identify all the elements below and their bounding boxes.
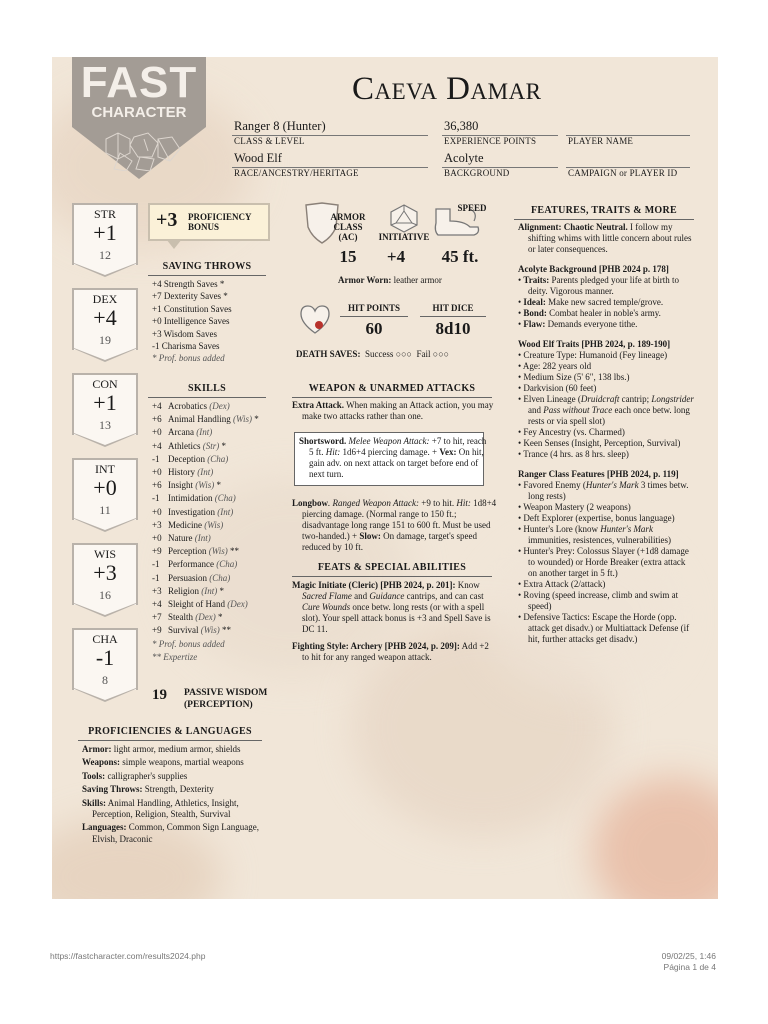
ability-box-point-fill bbox=[74, 518, 136, 530]
proficiencies-title: PROFICIENCIES & LANGUAGES bbox=[88, 726, 252, 737]
skill-row bbox=[152, 611, 222, 624]
death-saves: DEATH SAVES: Success ○○○ Fail ○○○ bbox=[296, 349, 450, 359]
ability-box-cha bbox=[72, 628, 138, 690]
skill-name: Performance bbox=[168, 559, 214, 570]
ability-modifier: +4 bbox=[93, 305, 117, 330]
skill-row bbox=[152, 558, 237, 571]
shortsword-text: Shortsword. Melee Weapon Attack: +7 to hit, reach 5 ft. Hit: 1d6+4 piercing damage. + Vex: On hit, gain adv. on next attack on target before end of next turn. bbox=[299, 436, 487, 479]
hit-points-rule bbox=[340, 316, 408, 317]
speed-label: SPEED bbox=[457, 203, 487, 213]
skill-name: Religion bbox=[168, 585, 199, 596]
initiative-value: +4 bbox=[386, 247, 406, 266]
skill-ability: (Str) bbox=[202, 440, 220, 451]
saving-throw-row: +1 Constitution Saves bbox=[152, 303, 232, 314]
skill-name: History bbox=[168, 467, 195, 477]
skill-name: Perception bbox=[168, 546, 207, 557]
skill-name: Investigation bbox=[168, 506, 215, 517]
proficiency-pointer bbox=[166, 239, 182, 249]
footer-page: Página 1 de 4 bbox=[663, 962, 716, 972]
ability-score: 13 bbox=[99, 418, 111, 432]
proficiencies-text: Armor: light armor, medium armor, shields Weapons: simple weapons, martial weapons Tools: calligrapher's supplies Saving Throws: Strength, Dexterity Skills: Animal Handling, Athletics, Insight, Perception, Religion, Stealth, Survival Languages: Common, Common Sign Language, Elvish, Draconic bbox=[82, 744, 260, 844]
skill-name: Nature bbox=[168, 533, 193, 543]
skill-name: Animal Handling bbox=[168, 414, 231, 425]
skill-name: Sleight of Hand bbox=[168, 599, 225, 609]
skill-mark: * bbox=[221, 440, 226, 451]
proficiency-box bbox=[148, 203, 270, 241]
saving-throw-row: +0 Intelligence Saves bbox=[152, 316, 230, 327]
ability-modifier: +1 bbox=[93, 390, 117, 415]
skill-value: +4 bbox=[152, 401, 162, 411]
skill-row bbox=[152, 453, 228, 466]
ability-box-point-fill bbox=[74, 603, 136, 615]
ability-score: 8 bbox=[102, 673, 108, 687]
skill-name: Arcana bbox=[168, 427, 194, 438]
ability-box-int bbox=[72, 458, 138, 520]
attacks-title: WEAPON & UNARMED ATTACKS bbox=[308, 383, 476, 394]
skill-ability: (Wis) bbox=[204, 519, 224, 530]
skill-mark: * bbox=[217, 612, 223, 623]
armor-worn: Armor Worn: leather armor bbox=[338, 275, 442, 285]
skill-value: +0 bbox=[152, 506, 162, 517]
fighting-style-text: Fighting Style: Archery [PHB 2024, p. 209]: Add +2 to hit for any ranged weapon attack. bbox=[292, 641, 489, 662]
skills-note2: ** Expertize bbox=[152, 651, 198, 662]
success-circles: ○○○ bbox=[395, 349, 412, 359]
saving-throws-rule bbox=[148, 275, 266, 276]
skill-ability: (Cha) bbox=[209, 572, 231, 583]
skill-name: Deception bbox=[168, 453, 205, 464]
skill-row bbox=[152, 519, 223, 532]
ability-name: WIS bbox=[94, 547, 116, 561]
skill-ability: (Wis) bbox=[200, 625, 220, 636]
skill-ability: (Cha) bbox=[214, 493, 236, 504]
heart-icon bbox=[298, 303, 332, 335]
player-name-label: PLAYER NAME bbox=[568, 136, 634, 146]
features-title: FEATURES, TRAITS & MORE bbox=[531, 205, 677, 216]
background-value: Acolyte bbox=[444, 151, 484, 165]
skill-row bbox=[152, 466, 213, 479]
skill-row bbox=[152, 624, 231, 637]
ability-score: 19 bbox=[99, 333, 111, 347]
ability-box-dex bbox=[72, 288, 138, 350]
saving-throw-row: +3 Wisdom Saves bbox=[152, 328, 218, 339]
campaign-label: CAMPAIGN or PLAYER ID bbox=[568, 168, 678, 178]
race-value: Wood Elf bbox=[234, 151, 282, 165]
background-label: BACKGROUND bbox=[444, 168, 510, 178]
dice-icon bbox=[96, 131, 186, 171]
skill-mark: ** bbox=[230, 546, 239, 557]
saving-throws-note: * Prof. bonus added bbox=[152, 353, 225, 364]
skill-row bbox=[152, 400, 230, 413]
skill-name: Athletics bbox=[168, 440, 201, 451]
skill-value: +3 bbox=[152, 585, 162, 596]
race-label: RACE/ANCESTRY/HERITAGE bbox=[234, 168, 359, 178]
attacks-rule bbox=[292, 397, 492, 398]
skill-row bbox=[152, 545, 239, 558]
saving-throw-row: +7 Dexterity Saves * bbox=[152, 291, 228, 302]
skill-ability: (Int) bbox=[196, 427, 213, 438]
skill-name: Acrobatics bbox=[168, 401, 207, 411]
skill-ability: (Int) bbox=[197, 467, 214, 477]
logo-text-fast: FAST bbox=[80, 58, 198, 107]
footer-url: https://fastcharacter.com/results2024.php bbox=[50, 951, 206, 961]
features-rule bbox=[514, 219, 694, 220]
skill-name: Intimidation bbox=[168, 493, 213, 504]
skill-row bbox=[152, 413, 259, 426]
skill-row bbox=[152, 598, 248, 611]
hit-points-value: 60 bbox=[365, 319, 383, 338]
skill-value: +7 bbox=[152, 612, 162, 623]
ability-modifier: -1 bbox=[95, 645, 115, 670]
skill-value: -1 bbox=[152, 572, 160, 583]
skill-value: -1 bbox=[152, 453, 160, 464]
skill-value: -1 bbox=[152, 559, 160, 570]
class-level-label: CLASS & LEVEL bbox=[234, 136, 305, 146]
hit-dice-label: HIT DICE bbox=[432, 303, 474, 313]
ability-score: 16 bbox=[99, 588, 111, 602]
ability-box-point-fill bbox=[74, 348, 136, 360]
skill-ability: (Wis) bbox=[195, 480, 215, 491]
skill-ability: (Int) bbox=[217, 506, 234, 517]
skill-value: -1 bbox=[152, 493, 160, 504]
class-level-value: Ranger 8 (Hunter) bbox=[234, 119, 326, 133]
feats-title: FEATS & SPECIAL ABILITIES bbox=[317, 562, 467, 573]
skill-row bbox=[152, 479, 221, 492]
skill-mark: * bbox=[254, 414, 259, 425]
skill-name: Medicine bbox=[168, 519, 202, 530]
character-name: Caeva Damar bbox=[352, 71, 542, 107]
ability-box-wis bbox=[72, 543, 138, 605]
skill-row bbox=[152, 426, 212, 439]
skill-ability: (Cha) bbox=[207, 453, 229, 464]
ability-box-point-fill bbox=[74, 688, 136, 700]
skill-row bbox=[152, 572, 230, 585]
ac-label: ARMOR CLASS (AC) bbox=[330, 212, 366, 242]
skill-name: Persuasion bbox=[168, 572, 207, 583]
skill-value: +3 bbox=[152, 519, 162, 530]
skill-mark: * bbox=[219, 585, 224, 596]
skill-mark: ** bbox=[222, 625, 231, 636]
skill-name: Survival bbox=[168, 625, 199, 636]
skill-ability: (Cha) bbox=[216, 559, 238, 570]
xp-value: 36,380 bbox=[444, 119, 479, 133]
features-text: Alignment: Chaotic Neutral. I follow my shifting whims with little concern about rules or later consequences. Acolyte Background [PHB 2024 p. 178] • Traits: Parents pledged your life at birth to deity. Vigorous manner. • Ideal: Make new sacred temple/grove. • Bond: Combat healer in noble's army. • Flaw: Demands everyone tithe. Wood Elf Traits [PHB 2024, p. 189-190] • Creature Type: Humanoid (Fey lineage) • Age: 282 years old • Medium Size (5' 6", 138 lbs.) • Darkvision (60 feet) • Elven Lineage (Druidcraft cantrip; Longstrider and Pass without Trace each once betw. long rests or via spell slot) • Fey Ancestry (vs. Charmed) • Keen Senses (Insight, Perception, Survival) • Trance (4 hrs. as 8 hrs. sleep) Ranger Class Features [PHB 2024, p. 119] • Favored Enemy (Hunter's Mark 3 times betw. long rests) • Weapon Mastery (2 weapons) • Deft Explorer (expertise, bonus language) • Hunter's Lore (know Hunter's Mark immunities, resistences, vulnerabilities) • Hunter's Prey: Colossus Slayer (+1d8 damage to wounded) or Horde Breaker (extra attack on another target in 5 ft.) • Extra Attack (2/attack) • Roving (speed increase, climb and swim at speed) • Defensive Tactics: Escape the Horde (opp. attack get disadv.) or Multiattack Defense (if hit, further attacks get disadv.) bbox=[518, 222, 694, 644]
skill-value: +0 bbox=[152, 467, 162, 477]
ability-box-str bbox=[72, 203, 138, 265]
saving-throw-row: +4 Strength Saves * bbox=[152, 279, 225, 289]
ability-name: CHA bbox=[92, 632, 118, 646]
ability-box-con bbox=[72, 373, 138, 435]
skill-value: +4 bbox=[152, 599, 162, 609]
skill-row bbox=[152, 492, 236, 505]
skill-ability: (Dex) bbox=[195, 612, 216, 623]
skill-row bbox=[152, 532, 211, 545]
skill-row bbox=[152, 585, 224, 598]
proficiencies-rule bbox=[78, 740, 262, 741]
ability-box-point-fill bbox=[74, 433, 136, 445]
skill-row bbox=[152, 506, 233, 519]
ability-score: 12 bbox=[99, 248, 111, 262]
ability-name: STR bbox=[93, 207, 116, 221]
skill-value: +4 bbox=[152, 440, 162, 451]
skill-name: Insight bbox=[168, 480, 194, 491]
ability-name: CON bbox=[92, 377, 118, 391]
skills-rule bbox=[148, 397, 266, 398]
skill-ability: (Dex) bbox=[209, 401, 230, 411]
skill-value: +9 bbox=[152, 546, 162, 557]
skill-name: Stealth bbox=[168, 612, 193, 623]
skills-note1: * Prof. bonus added bbox=[152, 638, 225, 649]
skill-ability: (Wis) bbox=[233, 414, 252, 425]
longbow-text: Longbow. Ranged Weapon Attack: +9 to hit. Hit: 1d8+4 piercing damage. (Normal range to 150 ft.; disadvantage long range 151 to 600 ft. Must be used two-handed.) + Slow: On damage, target's speed reduced by 10 ft. bbox=[292, 498, 497, 552]
shortsword-box bbox=[294, 432, 487, 486]
saving-throw-row: -1 Charisma Saves bbox=[152, 341, 220, 351]
skill-ability: (Wis) bbox=[208, 546, 228, 557]
footer-date: 09/02/25, 1:46 bbox=[661, 951, 716, 961]
ability-modifier: +1 bbox=[93, 220, 117, 245]
skill-value: +6 bbox=[152, 480, 162, 491]
logo-text-character: CHARACTER bbox=[91, 104, 187, 121]
hit-dice-value: 8d10 bbox=[435, 319, 471, 338]
hit-dice-rule bbox=[420, 316, 486, 317]
hit-points-label: HIT POINTS bbox=[347, 303, 401, 313]
skill-value: +0 bbox=[152, 427, 162, 438]
xp-label: EXPERIENCE POINTS bbox=[444, 136, 537, 146]
skill-mark: * bbox=[216, 480, 222, 491]
passive-perception-label: PASSIVE WISDOM (PERCEPTION) bbox=[184, 688, 268, 710]
ability-modifier: +0 bbox=[93, 475, 117, 500]
ability-box-point-fill bbox=[74, 263, 136, 275]
character-sheet bbox=[52, 57, 718, 899]
d20-icon bbox=[388, 203, 420, 233]
skills-title: SKILLS bbox=[188, 383, 226, 394]
skill-value: +6 bbox=[152, 414, 162, 425]
feats-rule bbox=[292, 576, 492, 577]
speed-value: 45 ft. bbox=[441, 247, 479, 266]
skill-ability: (Int) bbox=[194, 533, 211, 543]
proficiency-label: PROFICIENCY BONUS bbox=[188, 212, 252, 232]
skill-ability: (Int) bbox=[201, 585, 218, 596]
ability-score: 11 bbox=[99, 503, 111, 517]
skill-ability: (Dex) bbox=[227, 599, 248, 609]
saving-throws-title: SAVING THROWS bbox=[162, 261, 252, 272]
ac-value: 15 bbox=[339, 247, 357, 266]
initiative-label: INITIATIVE bbox=[378, 232, 430, 242]
passive-perception-value: 19 bbox=[152, 687, 167, 703]
extra-attack-text: Extra Attack. When making an Attack action, you may make two attacks rather than one. bbox=[292, 400, 494, 421]
proficiency-value: +3 bbox=[156, 209, 178, 231]
ability-modifier: +3 bbox=[93, 560, 117, 585]
fail-circles: ○○○ bbox=[432, 349, 450, 359]
ability-name: INT bbox=[95, 462, 115, 476]
ability-name: DEX bbox=[92, 292, 118, 306]
magic-initiate-text: Magic Initiate (Cleric) [PHB 2024, p. 201]: Know Sacred Flame and Guidance cantrips, and can cast Cure Wounds once betw. long rests (or with a spell slot). Your spell attack bonus is +3 and Spell Save is DC 11. bbox=[292, 580, 491, 634]
skill-value: +9 bbox=[152, 625, 162, 636]
skill-value: +0 bbox=[152, 533, 162, 543]
skill-row bbox=[152, 440, 226, 453]
